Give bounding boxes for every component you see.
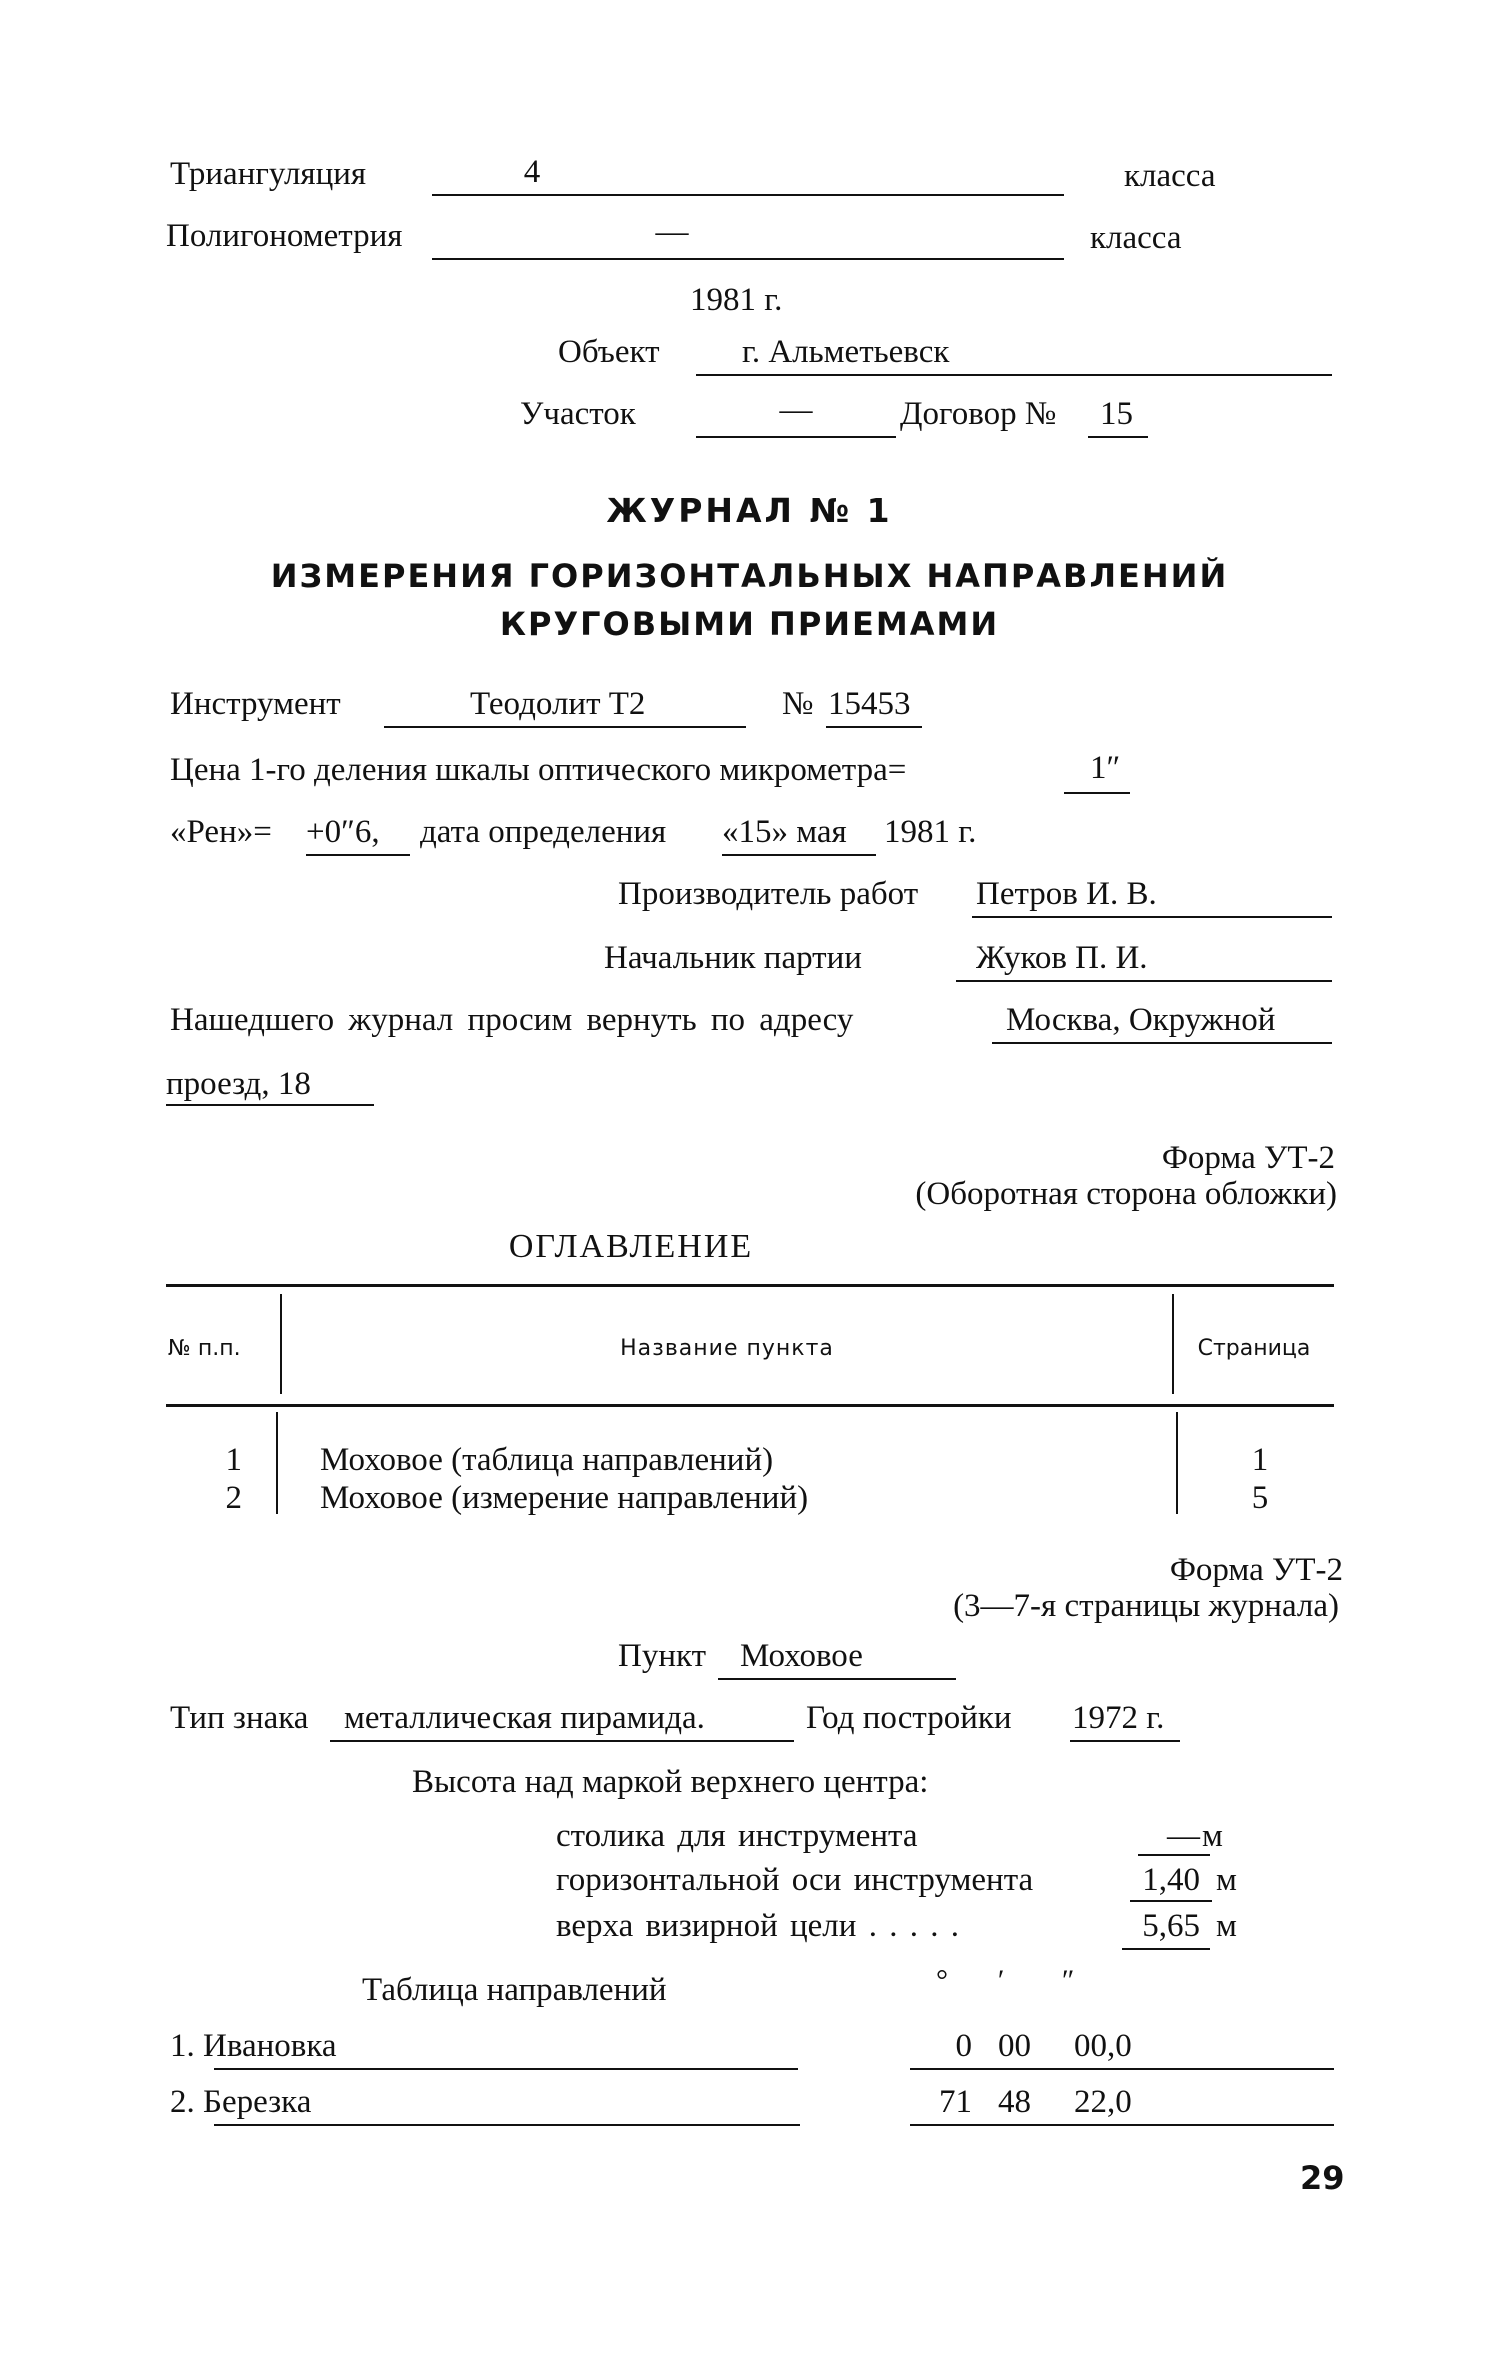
direction-row1-sec: 00,0 (1074, 2028, 1132, 2064)
return-text: Нашедшего журнал просим вернуть по адресу (170, 1002, 854, 1038)
instrument-value: Теодолит Т2 (470, 686, 646, 722)
underline (1130, 1900, 1212, 1902)
sign-label: Тип знака (170, 1700, 309, 1736)
underline (956, 980, 1332, 982)
sign-value: металлическая пирамида. (344, 1700, 705, 1736)
foreman-label: Производитель работ (618, 876, 919, 912)
toc-header-page: Страница (1197, 1336, 1311, 1361)
height-row2-unit: м (1216, 1862, 1237, 1898)
journal-subtitle-line2: КРУГОВЫМИ ПРИЕМАМИ (499, 605, 1000, 643)
division-value: 1″ (1090, 750, 1121, 786)
contract-label: Договор № (900, 396, 1057, 432)
triangulation-value: 4 (523, 154, 541, 190)
toc-row1-num: 1 (225, 1442, 242, 1478)
toc-row2-name: Моховое (измерение направлений) (320, 1480, 809, 1516)
underline (330, 1740, 794, 1742)
instrument-label: Инструмент (170, 686, 341, 722)
underline (306, 854, 410, 856)
height-row1-unit: м (1202, 1818, 1223, 1854)
form1-label: Форма УТ-2 (1161, 1140, 1335, 1176)
underline (718, 1678, 956, 1680)
toc-row1-page: 1 (1251, 1442, 1269, 1478)
underline (166, 1104, 374, 1106)
triangulation-label: Триангуляция (170, 156, 367, 192)
journal-subtitle-line1: ИЗМЕРЕНИЯ ГОРИЗОНТАЛЬНЫХ НАПРАВЛЕНИЙ (270, 557, 1229, 595)
underline (696, 374, 1332, 376)
toc-header-name: Название пункта (620, 1336, 834, 1361)
polygonometry-label: Полигонометрия (166, 218, 403, 254)
directions-title: Таблица направлений (362, 1972, 667, 2008)
object-value: г. Альметьевск (742, 334, 950, 370)
return-value1: Москва, Окружной (1006, 1002, 1276, 1038)
height-row1-value: — (1167, 1818, 1200, 1854)
toc-row1-name: Моховое (таблица направлений) (320, 1442, 774, 1478)
toc-row2-num: 2 (225, 1480, 242, 1516)
underline (1064, 792, 1130, 794)
direction-row1-min: 00 (998, 2028, 1031, 2064)
direction-row2-name: 2. Березка (170, 2084, 312, 2120)
underline (910, 2124, 1334, 2126)
underline (826, 726, 922, 728)
toc-title: ОГЛАВЛЕНИЕ (508, 1228, 754, 1265)
height-row2-label: горизонтальной оси инструмента (556, 1862, 1034, 1898)
contract-value: 15 (1100, 396, 1133, 432)
height-row3-unit: м (1216, 1908, 1237, 1944)
direction-row2-deg: 71 (939, 2084, 972, 2120)
height-row1-label: столика для инструмента (556, 1818, 918, 1854)
chief-value: Жуков П. И. (976, 940, 1148, 976)
ren-prefix: «Рен»= (170, 814, 272, 850)
polygonometry-value: — (655, 214, 689, 250)
form2-note: (3—7-я страницы журнала) (953, 1588, 1339, 1624)
underline (1088, 436, 1148, 438)
triangulation-suffix: класса (1124, 158, 1216, 194)
foreman-value: Петров И. В. (976, 876, 1157, 912)
ren-year: 1981 г. (884, 814, 977, 850)
instrument-number-value: 15453 (828, 686, 911, 722)
toc-divider (1176, 1412, 1178, 1514)
page-number: 29 (1300, 2159, 1345, 2197)
underline (214, 2068, 798, 2070)
direction-row2-min: 48 (998, 2084, 1031, 2120)
toc-divider (276, 1412, 278, 1514)
object-label: Объект (558, 334, 660, 370)
unit-minutes: ′ (996, 1964, 1003, 1997)
underline (972, 916, 1332, 918)
unit-seconds: ″ (1060, 1964, 1073, 1997)
height-title: Высота над маркой верхнего центра: (412, 1764, 929, 1800)
underline (910, 2068, 1334, 2070)
toc-top-rule (166, 1284, 1334, 1287)
form1-note: (Оборотная сторона обложки) (915, 1176, 1337, 1212)
underline (432, 258, 1064, 260)
section-value: — (779, 392, 813, 428)
underline (1122, 1948, 1210, 1950)
underline (992, 1042, 1332, 1044)
division-text: Цена 1-го деления шкалы оптического микрометра= (170, 752, 907, 788)
height-row3-label: верха визирной цели . . . . . (556, 1908, 959, 1944)
ren-value: +0″6, (306, 814, 380, 850)
form2-label: Форма УТ-2 (1169, 1552, 1343, 1588)
unit-degrees: ° (936, 1964, 948, 1997)
height-row3-value: 5,65 (1142, 1908, 1200, 1944)
underline (384, 726, 746, 728)
chief-label: Начальник партии (604, 940, 862, 976)
direction-row1-name: 1. Ивановка (170, 2028, 337, 2064)
toc-header-num: № п.п. (168, 1336, 241, 1361)
ren-date-value: «15» мая (722, 814, 847, 850)
height-row2-value: 1,40 (1142, 1862, 1200, 1898)
underline (722, 854, 876, 856)
underline (432, 194, 1064, 196)
underline (696, 436, 896, 438)
section-label: Участок (520, 396, 636, 432)
underline (1138, 1854, 1210, 1856)
built-label: Год постройки (806, 1700, 1012, 1736)
toc-header-rule (166, 1404, 1334, 1407)
journal-title: ЖУРНАЛ № 1 (606, 491, 893, 530)
toc-row2-page: 5 (1251, 1480, 1269, 1516)
polygonometry-suffix: класса (1090, 220, 1182, 256)
point-value: Моховое (740, 1638, 863, 1674)
direction-row2-sec: 22,0 (1074, 2084, 1132, 2120)
point-label: Пункт (618, 1638, 707, 1674)
return-value2: проезд, 18 (166, 1066, 311, 1102)
underline (214, 2124, 800, 2126)
built-value: 1972 г. (1072, 1700, 1165, 1736)
underline (1070, 1740, 1180, 1742)
direction-row1-deg: 0 (955, 2028, 972, 2064)
instrument-number-label: № (782, 686, 814, 722)
year: 1981 г. (690, 282, 783, 318)
ren-date-text: дата определения (420, 814, 667, 850)
